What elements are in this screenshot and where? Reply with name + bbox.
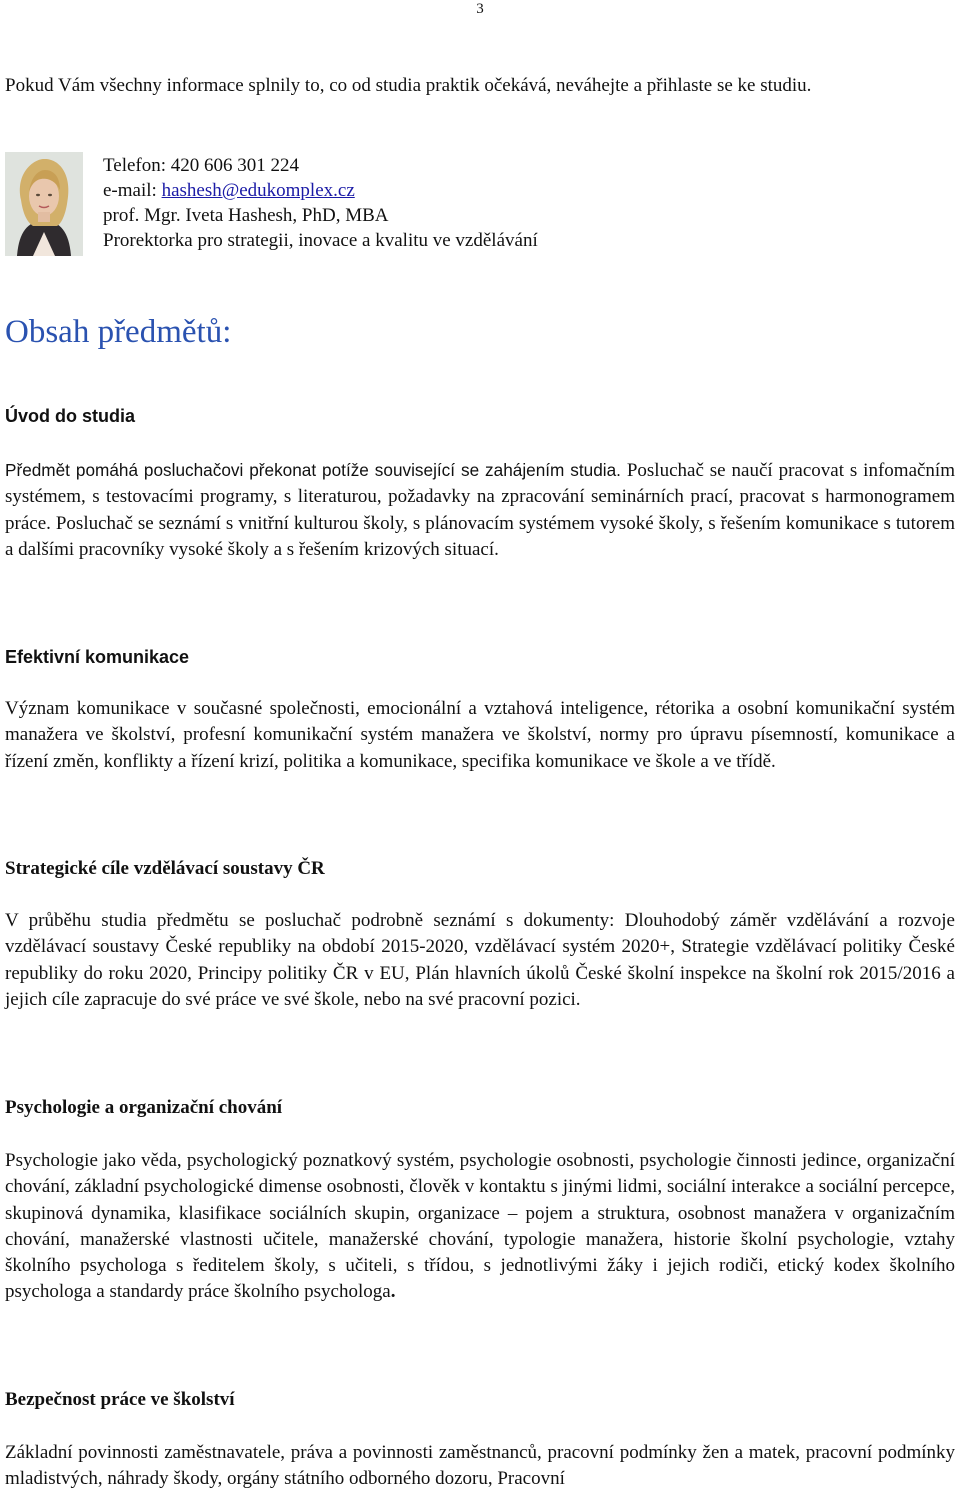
section-heading-strategy: Strategické cíle vzdělávací soustavy ČR bbox=[5, 858, 325, 879]
section-body-communication: Význam komunikace v současné společnosti, emocionální a vztahová inteligence, rétorika a osobní komunikační systém manažera ve školství, profesní komunikační systém manažera ve školství, normy pro úpravu písemností, komunikace a řízení změn, konflikty a řízení krizí, politika a komunikace, specifika komunikace ve škole a ve třídě. bbox=[5, 698, 955, 772]
section-body-intro-sans: Předmět pomáhá posluchačovi překonat potíže související se zahájením studia. bbox=[5, 460, 621, 480]
page-title: Obsah předmětů: bbox=[5, 314, 232, 350]
section-heading-psychology: Psychologie a organizační chování bbox=[5, 1097, 283, 1118]
intro-paragraph: Pokud Vám všechny informace splnily to, co od studia praktik očekává, neváhejte a přihlaste se ke studiu. bbox=[5, 75, 812, 96]
section-body-intro-serif: Posluchač se naučí pracovat s infomačním systémem, s testovacími programy, s literaturou, požadavky na zpracování seminárních prací, pracovat s harmonogramem práce. bbox=[5, 460, 955, 534]
contact-role: Prorektorka pro strategii, inovace a kvalitu ve vzdělávání bbox=[103, 230, 538, 251]
contact-name: prof. Mgr. Iveta Hashesh, PhD, MBA bbox=[103, 205, 389, 226]
contact-email-prefix: e-mail: bbox=[103, 180, 162, 201]
section-body-psychology-text: Psychologie jako věda, psychologický poznatkový systém, psychologie osobnosti, psychologie činnosti jedince, organizační chování, základní psychologické dimense osobnosti, člověk v kontaktu s jinými lidmi, sociální interakce a sociální percepce, skupinová dynamika, klasifikace sociálních skupin, organizace – pojem a struktura, osobnost manažera v organizačním chování, manažerské vlastnosti učitele, manažerské chování, typologie manažera, historie školní psychologie, vztahy školního psychologa s ředitelem školy, s učiteli, s třídou, s jednotlivými žáky i jejich rodiči, etický kodex školního psychologa a standardy práce školního psychologa bbox=[5, 1150, 955, 1303]
section-body-intro bbox=[5, 457, 955, 563]
contact-phone: Telefon: 420 606 301 224 bbox=[103, 155, 300, 176]
section-body-psychology bbox=[5, 1148, 955, 1306]
contact-email-link[interactable]: hashesh@edukomplex.cz bbox=[161, 180, 355, 201]
section-body-intro-serif-2: Posluchač se seznámí s vnitřní kulturou školy, s plánovacím systémem vysoké školy, s řešením komunikace s tutorem a dalšími pracovníky vysoké školy a s řešením krizových situací. bbox=[5, 512, 956, 560]
section-heading-communication: Efektivní komunikace bbox=[5, 647, 190, 667]
section-heading-intro: Úvod do studia bbox=[5, 406, 135, 426]
section-heading-safety: Bezpečnost práce ve školství bbox=[5, 1389, 235, 1410]
contact-block bbox=[5, 152, 905, 260]
page-number: 3 bbox=[476, 1, 484, 17]
portrait-photo bbox=[5, 152, 83, 256]
contact-details bbox=[103, 153, 538, 253]
section-body-strategy: V průběhu studia předmětu se posluchač podrobně seznámí s dokumenty: Dlouhodobý záměr vzdělávání a rozvoje vzdělávací soustavy České republiky na období 2015-2020, vzdělávací systém 2020+, Strategie vzdělávací politiky České republiky do roku 2020, Principy politiky ČR v EU, Plán hlavních úkolů České školní inspekce na školní rok 2015/2016 a jejich cíle zapracuje do své práce ve své škole, nebo na své pracovní pozici. bbox=[5, 910, 955, 1010]
section-body-safety: Základní povinnosti zaměstnavatele, práva a povinnosti zaměstnanců, pracovní podmínky žen a matek, pracovní podmínky mladistvých, náhrady škody, orgány státního odborného dozoru, Pracovní bbox=[5, 1442, 955, 1490]
section-body-psychology-end: . bbox=[390, 1281, 396, 1303]
contact-email-line bbox=[103, 178, 538, 203]
